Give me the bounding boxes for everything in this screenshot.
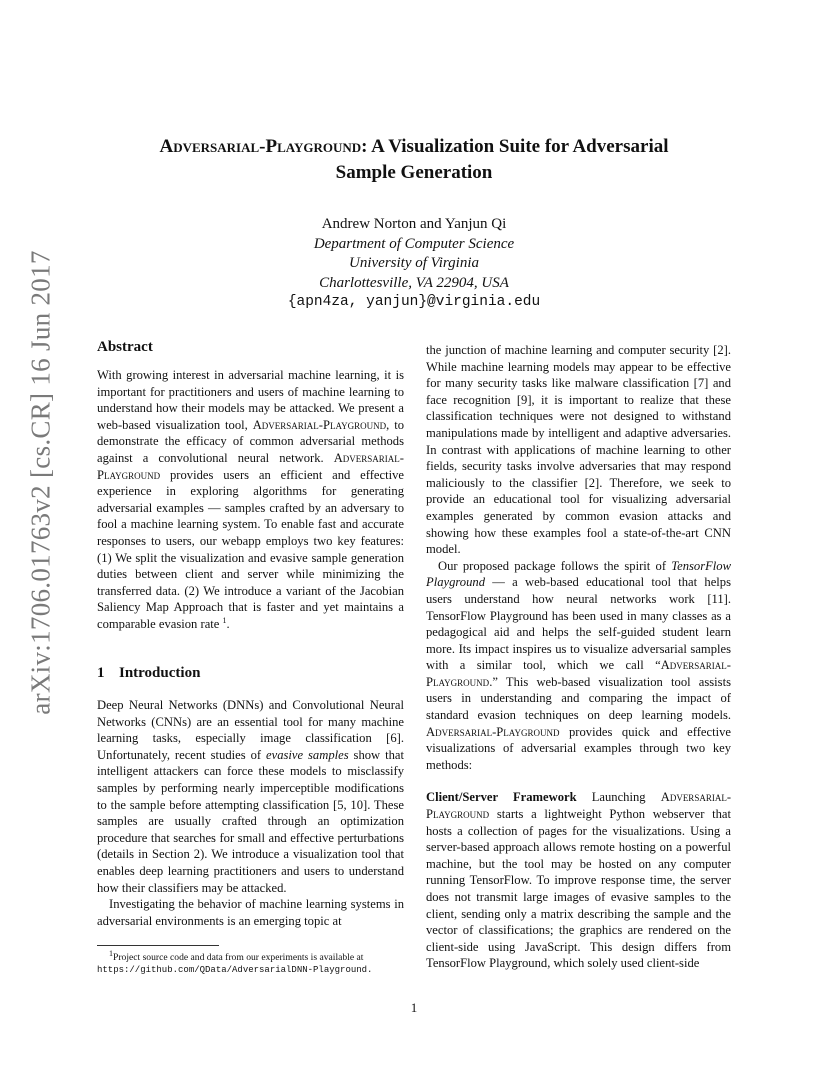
method-heading: Client/Server Framework — [426, 790, 577, 805]
right-column — [426, 342, 731, 972]
introduction-heading — [97, 665, 404, 682]
author-university: University of Virginia — [349, 255, 479, 271]
abstract-tool-name-1: Adversarial-Playground — [252, 417, 387, 432]
paper-title — [90, 134, 738, 186]
intro-p1-a: Deep Neural Networks (DNNs) and Convolutional Neural Networks (CNNs) are an essential tool for many machine learning tasks, especially image classification [6]. Unfortunately, recent studies of — [97, 698, 404, 762]
title-line-1-rest: : A Visualization Suite for Adversarial — [361, 136, 669, 157]
intro-p1-emphasis: evasive samples — [266, 747, 349, 762]
abstract-footnote-mark: 1 — [222, 615, 227, 625]
author-block — [90, 215, 738, 313]
section-number: 1 — [97, 665, 105, 681]
right-p2-b: — a web-based educational tool that helps users understand how neural networks work [11]. TensorFlow Playground has been used in many classes as a pedagogical aid and helps the self-guided student learn more. Its impact inspires us to visualize adversarial samples with a similar tool, which we call “ — [426, 575, 731, 673]
method-paragraph — [426, 789, 731, 972]
arxiv-identifier-text: arXiv:1706.01763v2 [cs.CR] 16 Jun 2017 — [25, 250, 56, 715]
intro-paragraph-1 — [97, 697, 404, 896]
footnote-divider — [97, 945, 219, 946]
footnote-text-line — [97, 948, 407, 964]
right-p2-a: Our proposed package follows the spirit of — [438, 558, 672, 573]
title-tool-name: Adversarial-Playground — [159, 136, 362, 157]
page-number: 1 — [410, 1000, 418, 1015]
introduction-body — [97, 697, 404, 929]
abstract-body — [97, 367, 404, 633]
right-p2-c: .” This web-based visualization tool assists users in understanding and comparing the impact of standard evasion techniques on deep learning models. — [426, 674, 731, 723]
footnote — [97, 948, 407, 977]
abstract-text-end: . — [226, 616, 230, 631]
footnote-mark: 1 — [109, 948, 113, 958]
method-text-a: Launching — [576, 790, 661, 805]
method-tool-name: Adversarial-Playground — [426, 790, 732, 822]
abstract-text-b: , to demonstrate the efficacy of common adversarial methods against a convolutional neural network. — [97, 417, 405, 465]
right-p2-d: provides quick and effective visualizations of adversarial examples through two key methods: — [426, 724, 731, 772]
author-emails: {apn4za, yanjun}@virginia.edu — [287, 294, 541, 310]
abstract-tool-name-2: Adversarial-Playground — [97, 450, 404, 482]
right-p2-tool-name-1: Adversarial-Playground — [426, 658, 731, 689]
abstract-paragraph — [97, 367, 404, 633]
arxiv-identifier-stamp — [22, 250, 60, 715]
method-text-b: starts a lightweight Python webserver that hosts a collection of pages for the visualizations. Using a server-based approach allows remote hosting on a powerful machine, but the tool may be hosted on any computer running TensorFlow. To improve response time, the server does not transmit large images of evasive samples to the client, sending only a matrix describing the sample and the vector of classifications; the graphics are rendered on the client-side using JavaScript. This design differs from TensorFlow Playground, which solely used client-side — [426, 807, 731, 971]
right-p2-emphasis: TensorFlow Playground — [426, 558, 731, 590]
author-names: Andrew Norton and Yanjun Qi — [321, 216, 507, 232]
title-line-2: Sample Generation — [335, 162, 493, 183]
right-p2-tool-name-2: Adversarial-Playground — [426, 724, 560, 739]
footnote-text: Project source code and data from our experiments is available at — [113, 952, 364, 963]
footnote-url: https://github.com/QData/AdversarialDNN-Playground. — [97, 965, 373, 975]
abstract-heading: Abstract — [97, 339, 153, 355]
author-location: Charlottesville, VA 22904, USA — [319, 274, 509, 291]
abstract-text-c: provides users an efficient and effective experience in exploring algorithms for generating adversarial examples — samples crafted by an adversary to fool a machine learning system. To enable fast and accurate responses to users, our webapp employs two key features: (1) We split the visualization and evasive sample generation duties between client and server while minimizing the transferred data. (2) We introduce a variant of the Jacobian Saliency Map Approach that is faster and yet maintains a comparable evasion rate — [97, 467, 404, 631]
intro-p1-b: show that intelligent attackers can force these models to misclassify samples by performing nearly imperceptible modifications to the sample before attempting classification [5, 10]. These samples are usually crafted through an optimization procedure that searches for small and effective perturbations (details in Section 2). We introduce a visualization tool that enables deep learning practitioners and users to understand how their classifiers may be attacked. — [97, 747, 404, 895]
author-department: Department of Computer Science — [313, 235, 515, 252]
right-paragraph-2 — [426, 558, 731, 774]
intro-paragraph-2: Investigating the behavior of machine learning systems in adversarial environments is an emerging topic at — [97, 897, 404, 928]
section-title: Introduction — [119, 665, 201, 681]
right-paragraph-1: the junction of machine learning and computer security [2]. While machine learning models may appear to be effective for many security tasks like malware classification [7] and face recognition [9], it is important to realize that these classification techniques were not designed to withstand manipulations made by intelligent and adaptive adversaries. In contrast with applications of machine learning to other fields, security tasks involve adversaries that may respond maliciously to the classifier [2]. Therefore, we seek to provide an educational tool for visualizing adversarial examples generated by common evasion attacks and showing how these examples fool a state-of-the-art CNN model. — [426, 343, 731, 557]
abstract-text-a: With growing interest in adversarial machine learning, it is important for practitioners and users of machine learning to understand how their models may be attacked. We present a web-based visualization tool, — [97, 368, 404, 432]
